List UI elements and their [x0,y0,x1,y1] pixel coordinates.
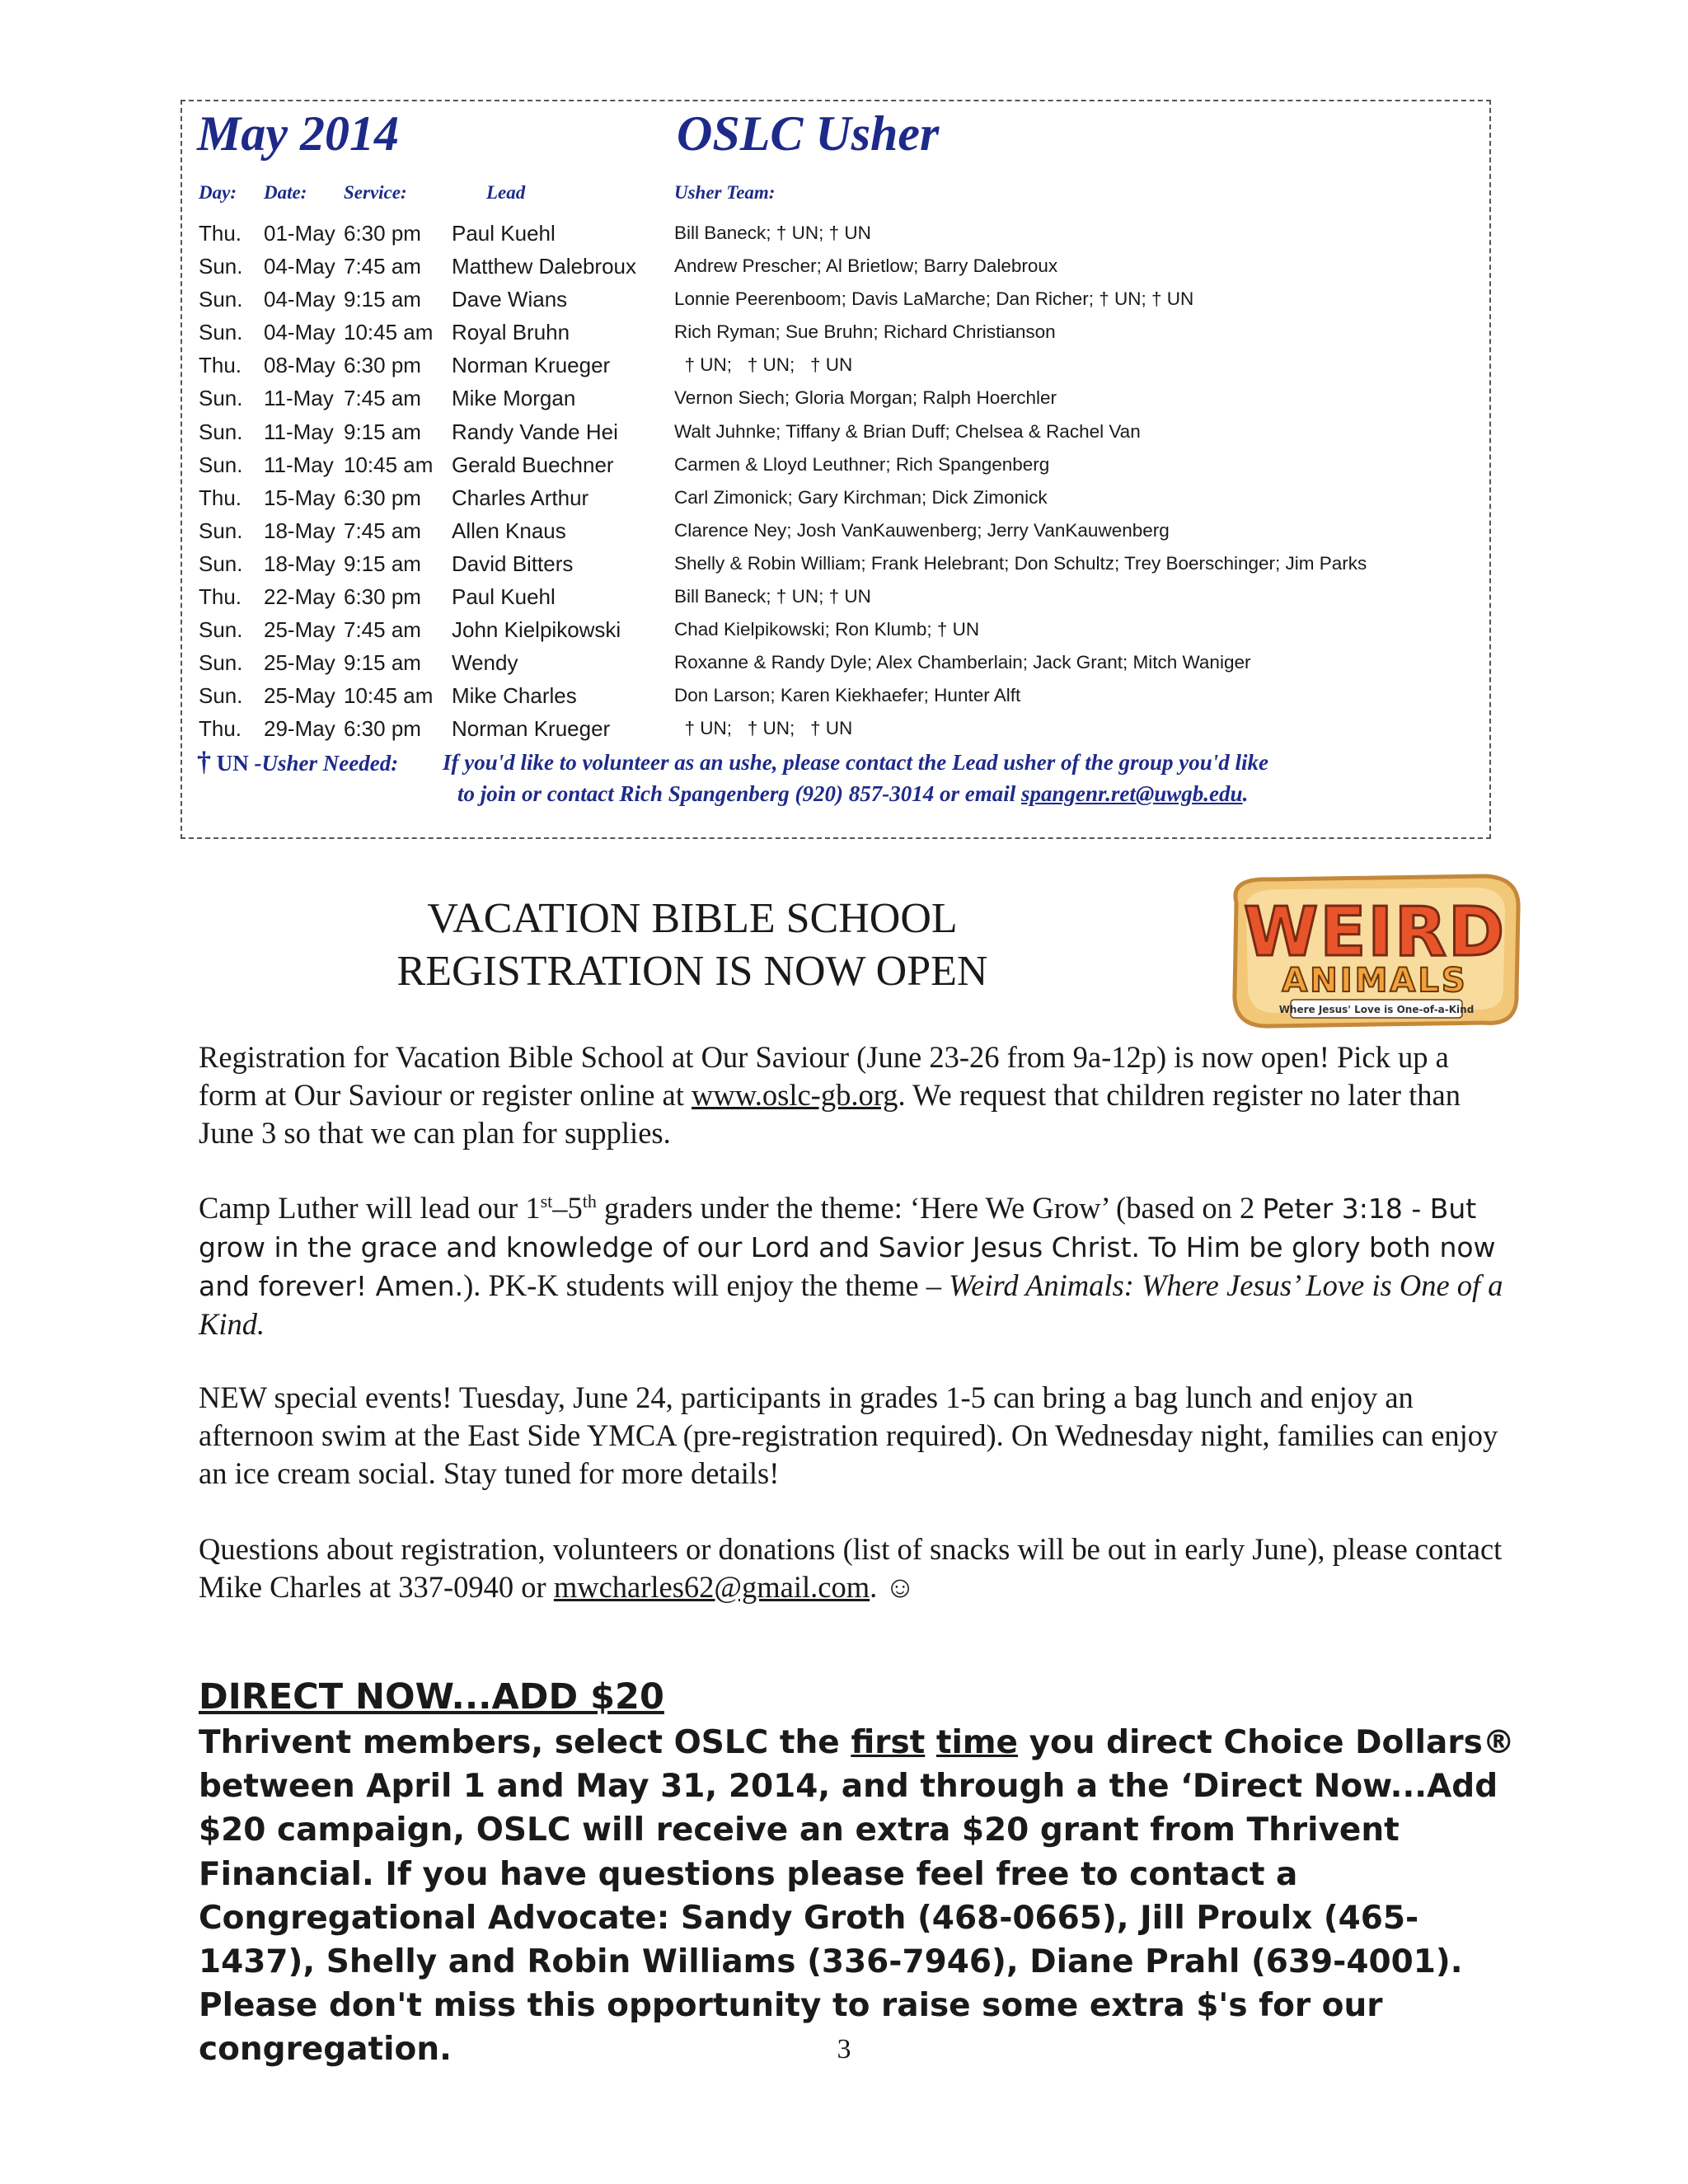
col-header-date: Date: [264,182,307,203]
row-team: Vernon Siech; Gloria Morgan; Ralph Hoerchler [674,387,1057,409]
vbs-paragraph-questions [199,1530,1509,1606]
row-date: 11-May [264,452,334,477]
row-day: Sun. [199,254,243,279]
col-header-team: Usher Team: [674,182,776,203]
logo-tagline: Where Jesus' Love is One-of-a-Kind [1278,1004,1475,1015]
un-code: UN [216,751,249,776]
row-lead: Norman Krueger [452,716,611,742]
col-header-service: Service: [344,182,407,203]
row-lead: Gerald Buechner [452,452,614,477]
row-date: 29-May [264,716,335,742]
direct-now-body [199,1721,1517,2072]
schedule-row [182,580,1489,613]
row-team: Carmen & Lloyd Leuthner; Rich Spangenberg [674,453,1050,475]
row-day: Sun. [199,320,243,345]
row-lead: Paul Kuehl [452,221,556,246]
schedule-row [182,217,1489,250]
row-day: Sun. [199,419,243,444]
row-service: 6:30 pm [344,584,421,610]
p2-sup-th: th [582,1190,597,1212]
row-day: Thu. [199,485,242,510]
row-day: Sun. [199,617,243,643]
row-date: 01-May [264,221,335,246]
row-team: Clarence Ney; Josh VanKauwenberg; Jerry VanKauwenberg [674,519,1170,541]
p4-text-end: . ☺ [870,1570,916,1604]
schedule-month: May 2014 [197,106,399,161]
usher-needed-line2 [457,778,1248,809]
schedule-row [182,679,1489,712]
contact-email-link[interactable]: spangenr.ret@uwgb.edu [1021,781,1243,806]
row-lead: Wendy [452,650,518,676]
mike-charles-email-link[interactable]: mwcharles62@gmail.com [553,1570,870,1604]
schedule-row [182,415,1489,448]
row-team: Rich Ryman; Sue Bruhn; Richard Christianson [674,321,1056,343]
row-day: Sun. [199,683,243,709]
row-service: 9:15 am [344,551,421,576]
row-service: 7:45 am [344,254,421,279]
row-date: 11-May [264,386,334,411]
p2-text-b: –5 [552,1191,583,1225]
schedule-row [182,448,1489,481]
row-date: 18-May [264,518,335,543]
row-team: Andrew Prescher; Al Brietlow; Barry Dalebroux [674,255,1058,277]
vbs-paragraph-events: NEW special events! Tuesday, June 24, participants in grades 1-5 can bring a bag lunch and enjoy an afternoon swim at the East Side YMCA (pre-registration required). On Wednesday night, families can enjoy an ice cream social. Stay tuned for more details! [199,1380,1498,1490]
direct-now-title: DIRECT NOW...ADD $20 [199,1676,664,1718]
row-lead: Allen Knaus [452,518,566,543]
row-service: 9:15 am [344,419,421,444]
oslc-website-link[interactable]: www.oslc-gb.org [692,1078,898,1112]
row-team: Carl Zimonick; Gary Kirchman; Dick Zimonick [674,486,1048,508]
row-date: 04-May [264,254,335,279]
row-team: Chad Kielpikowski; Ron Klumb; † UN [674,619,980,640]
row-date: 18-May [264,551,335,576]
p2-verse: Peter 3:18 - But grow in the grace and knowledge of our Lord and Savior Jesus Christ. To Him be glory both now and forever! Amen. [199,1193,1496,1302]
p2-text-a: Camp Luther will lead our 1 [199,1191,541,1225]
row-service: 6:30 pm [344,353,421,378]
row-service: 7:45 am [344,518,421,543]
row-team: Lonnie Peerenboom; Davis LaMarche; Dan Richer; † UN; † UN [674,288,1194,310]
p2-text-c: graders under the theme: ‘Here We Grow’ (based on 2 [596,1191,1263,1225]
row-lead: Royal Bruhn [452,320,570,345]
schedule-row [182,646,1489,679]
usher-schedule-box [181,100,1491,839]
row-day: Sun. [199,287,243,312]
row-day: Sun. [199,650,243,676]
row-team: † UN; † UN; † UN [674,718,853,739]
dn-text-2: you direct Choice Dollars® between April 1 and May 31, 2014, and through a the ‘Direct Now...Add $20 campaign, OSLC will receive an extra $20 grant from Thrivent Financial. If you have questions please feel free to contact a Congregational Advocate: Sandy Groth (468-0665), Jill Proulx (465-1437), Shelly and Robin Williams (336-7946), Diane Prahl (639-4001). Please don't miss this opportunity to raise some extra $'s for our congregation. [199,1724,1515,2069]
row-lead: David Bitters [452,551,574,576]
row-date: 22-May [264,584,335,610]
dagger-icon: † [197,747,211,777]
row-team: Bill Baneck; † UN; † UN [674,586,871,607]
row-day: Thu. [199,716,242,742]
weird-animals-logo [1221,869,1526,1034]
usher-needed-tag [197,747,398,779]
row-lead: Matthew Dalebroux [452,254,636,279]
p2-theme-title: Weird Animals: Where Jesus’ Love is One of a Kind. [199,1268,1503,1341]
row-team: Bill Baneck; † UN; † UN [674,223,871,243]
schedule-row [182,514,1489,547]
row-team: † UN; † UN; † UN [674,354,853,376]
vbs-paragraph-registration [199,1038,1509,1152]
row-day: Thu. [199,584,242,610]
row-lead: Norman Krueger [452,353,611,378]
col-header-lead: Lead [486,182,526,203]
schedule-title: OSLC Usher [677,106,940,161]
row-date: 15-May [264,485,335,510]
schedule-rows [182,217,1489,746]
col-header-day: Day: [199,182,237,203]
vbs-title [247,893,1137,998]
row-day: Thu. [199,353,242,378]
row-service: 10:45 am [344,320,434,345]
p2-text-d: ). PK-K students will enjoy the theme – [463,1268,950,1302]
dn-space [925,1724,936,1761]
row-date: 25-May [264,650,335,676]
schedule-row [182,613,1489,646]
schedule-row [182,316,1489,349]
row-lead: Mike Morgan [452,386,576,411]
p1-text: Registration for Vacation Bible School at Our Saviour (June 23-26 from 9a-12p) is now open! Pick up a form at Our Saviour or register online at [199,1040,1449,1112]
schedule-row [182,547,1489,580]
row-lead: Dave Wians [452,287,568,312]
row-date: 11-May [264,419,334,444]
usher-needed-line1: If you'd like to volunteer as an ushe, please contact the Lead usher of the group you'd like [443,750,1269,775]
row-service: 10:45 am [344,683,434,709]
row-lead: Paul Kuehl [452,584,556,610]
row-service: 9:15 am [344,287,421,312]
usher-needed-line2-end: . [1242,781,1249,806]
schedule-row [182,349,1489,382]
row-lead: Randy Vande Hei [452,419,618,444]
row-service: 7:45 am [344,617,421,643]
logo-word-weird: WEIRD [1243,893,1507,972]
row-team: Walt Juhnke; Tiffany & Brian Duff; Chelsea & Rachel Van [674,420,1141,442]
vbs-paragraph-theme [199,1189,1509,1343]
row-date: 08-May [264,353,335,378]
dn-time: time [935,1724,1018,1761]
row-lead: Mike Charles [452,683,577,709]
row-date: 04-May [264,287,335,312]
logo-word-animals: ANIMALS [1282,962,1468,1000]
p4-text: Questions about registration, volunteers or donations (list of snacks will be out in early June), please contact Mike Charles at 337-0940 or [199,1532,1503,1604]
row-day: Sun. [199,518,243,543]
dn-text-1: Thrivent members, select OSLC the [199,1724,851,1761]
row-team: Roxanne & Randy Dyle; Alex Chamberlain; Jack Grant; Mitch Waniger [674,652,1251,673]
row-service: 7:45 am [344,386,421,411]
schedule-row [182,481,1489,514]
row-service: 10:45 am [344,452,434,477]
row-lead: Charles Arthur [452,485,589,510]
usher-needed-line2-text: to join or contact Rich Spangenberg (920) 857-3014 or email [457,781,1022,806]
row-service: 6:30 pm [344,485,421,510]
vbs-title-line1: VACATION BIBLE SCHOOL [427,895,958,942]
row-service: 6:30 pm [344,221,421,246]
schedule-row [182,250,1489,283]
usher-needed-label: -Usher Needed: [254,751,399,776]
dn-first: first [851,1724,926,1761]
row-day: Sun. [199,386,243,411]
schedule-row [182,283,1489,316]
row-lead: John Kielpikowski [452,617,621,643]
schedule-row [182,712,1489,745]
row-date: 04-May [264,320,335,345]
row-date: 25-May [264,683,335,709]
row-service: 6:30 pm [344,716,421,742]
schedule-row [182,382,1489,415]
row-team: Shelly & Robin William; Frank Helebrant; Don Schultz; Trey Boerschinger; Jim Parks [674,552,1367,574]
p2-sup-st: st [540,1190,553,1212]
row-team: Don Larson; Karen Kiekhaefer; Hunter Alft [674,685,1021,706]
row-day: Sun. [199,551,243,576]
row-service: 9:15 am [344,650,421,676]
vbs-title-line2: REGISTRATION IS NOW OPEN [396,948,988,995]
row-day: Sun. [199,452,243,477]
page-number: 3 [837,2034,851,2064]
row-day: Thu. [199,221,242,246]
p1-text-end: . We request that children register no later than June 3 so that we can plan for supplies. [199,1078,1461,1150]
row-date: 25-May [264,617,335,643]
